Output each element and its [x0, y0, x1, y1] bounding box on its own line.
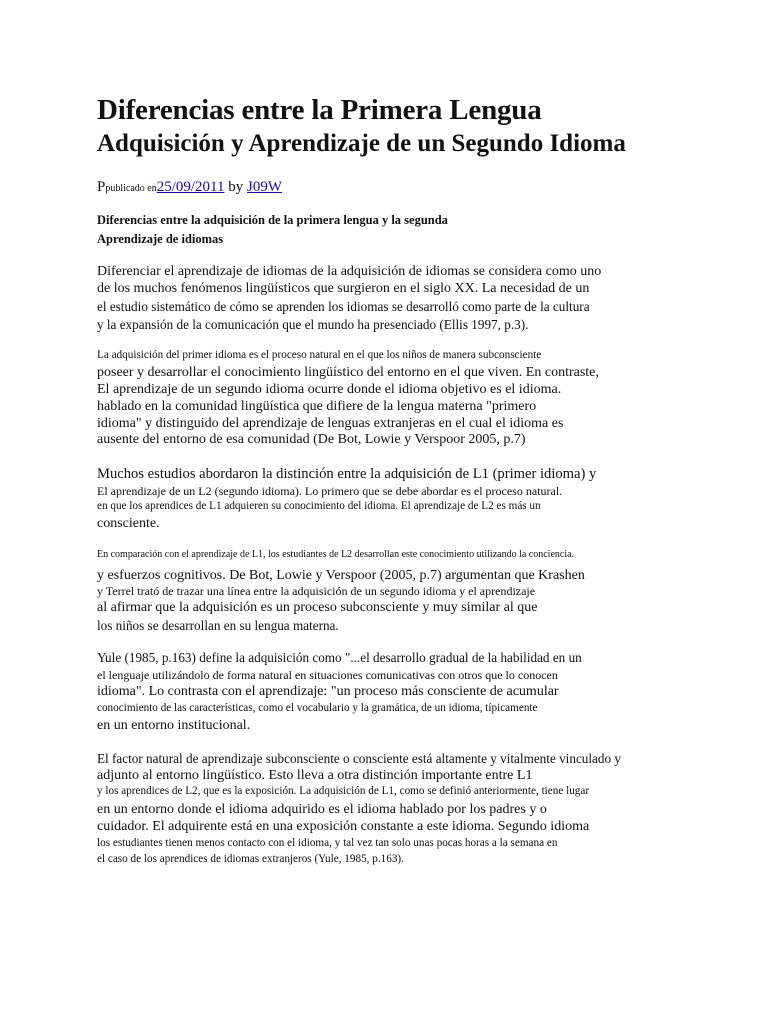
body-line: En comparación con el aprendizaje de L1, los estudiantes de L2 desarrollan este conocimiento utilizando la conciencia. — [97, 549, 575, 560]
body-line: poseer y desarrollar el conocimiento lingüístico del entorno en el que viven. En contraste, — [97, 365, 599, 380]
body-line: y los aprendices de L2, que es la exposición. La adquisición de L1, como se definió anteriormente, tiene lugar — [97, 785, 590, 797]
article-meta — [97, 179, 282, 196]
body-line: La adquisición del primer idioma es el proceso natural en el que los niños de manera subconsciente — [97, 349, 542, 361]
author-link[interactable]: J09W — [247, 179, 282, 195]
article-title-line-2: Adquisición y Aprendizaje de un Segundo Idioma — [97, 130, 626, 157]
body-line: El factor natural de aprendizaje subconsciente o consciente está altamente y vitalmente vinculado y — [97, 751, 621, 766]
body-line: el lenguaje utilizándolo de forma natural en situaciones comunicativas con otros que lo conocen — [97, 668, 558, 682]
body-line: El aprendizaje de un segundo idioma ocurre donde el idioma objetivo es el idioma. — [97, 382, 562, 397]
article-title-line-1: Diferencias entre la Primera Lengua — [97, 94, 542, 126]
body-line: hablado en la comunidad lingüística que difiere de la lengua materna "primero — [97, 399, 537, 414]
body-line: Muchos estudios abordaron la distinción entre la adquisición de L1 (primer idioma) y — [97, 466, 597, 482]
body-line: y la expansión de la comunicación que el mundo ha presenciado (Ellis 1997, p.3). — [97, 317, 529, 332]
body-line: de los muchos fenómenos lingüísticos que surgieron en el siglo XX. La necesidad de un — [97, 281, 590, 296]
subheading-line-1: Diferencias entre la adquisición de la primera lengua y la segunda — [97, 213, 448, 227]
body-line: consciente. — [97, 516, 160, 531]
body-line: El aprendizaje de un L2 (segundo idioma). Lo primero que se debe abordar es el proceso natural. — [97, 484, 563, 498]
body-line: idioma" y distinguido del aprendizaje de lenguas extranjeras en el cual el idioma es — [97, 416, 564, 431]
body-line: en que los aprendices de L1 adquieren su conocimiento del idioma. El aprendizaje de L2 es más un — [97, 500, 541, 512]
published-date-link[interactable]: 25/09/2011 — [156, 179, 225, 195]
body-line: cuidador. El adquirente está en una exposición constante a este idioma. Segundo idioma — [97, 819, 590, 834]
by-label: by — [228, 179, 244, 195]
meta-initial: P — [97, 179, 106, 195]
body-line: en un entorno donde el idioma adquirido es el idioma hablado por los padres y o — [97, 802, 547, 817]
body-line: el caso de los aprendices de idiomas extranjeros (Yule, 1985, p.163). — [97, 853, 404, 865]
body-line: Diferenciar el aprendizaje de idiomas de la adquisición de idiomas se considera como uno — [97, 264, 602, 279]
body-line: ausente del entorno de esa comunidad (De Bot, Lowie y Verspoor 2005, p.7) — [97, 432, 526, 447]
body-line: y esfuerzos cognitivos. De Bot, Lowie y Verspoor (2005, p.7) argumentan que Krashen — [97, 568, 585, 583]
body-line: el estudio sistemático de cómo se aprenden los idiomas se desarrolló como parte de la cultura — [97, 299, 590, 314]
body-line: en un entorno institucional. — [97, 718, 251, 733]
body-line: y Terrel trató de trazar una línea entre la adquisición de un segundo idioma y el aprendizaje — [97, 584, 536, 598]
body-line: al afirmar que la adquisición es un proceso subconsciente y muy similar al que — [97, 600, 538, 615]
body-line: Yule (1985, p.163) define la adquisición como "...el desarrollo gradual de la habilidad en un — [97, 650, 582, 665]
published-label: publicado en — [105, 183, 157, 194]
body-line: conocimiento de las características, como el vocabulario y la gramática, de un idioma, típicamente — [97, 702, 538, 714]
body-line: los estudiantes tienen menos contacto con el idioma, y tal vez tan solo unas pocas horas a la semana en — [97, 837, 558, 849]
body-line: idioma". Lo contrasta con el aprendizaje: "un proceso más consciente de acumular — [97, 684, 559, 699]
body-line: los niños se desarrollan en su lengua materna. — [97, 618, 339, 633]
subheading-line-2: Aprendizaje de idiomas — [97, 232, 224, 246]
body-line: adjunto al entorno lingüístico. Esto lleva a otra distinción importante entre L1 — [97, 768, 533, 783]
